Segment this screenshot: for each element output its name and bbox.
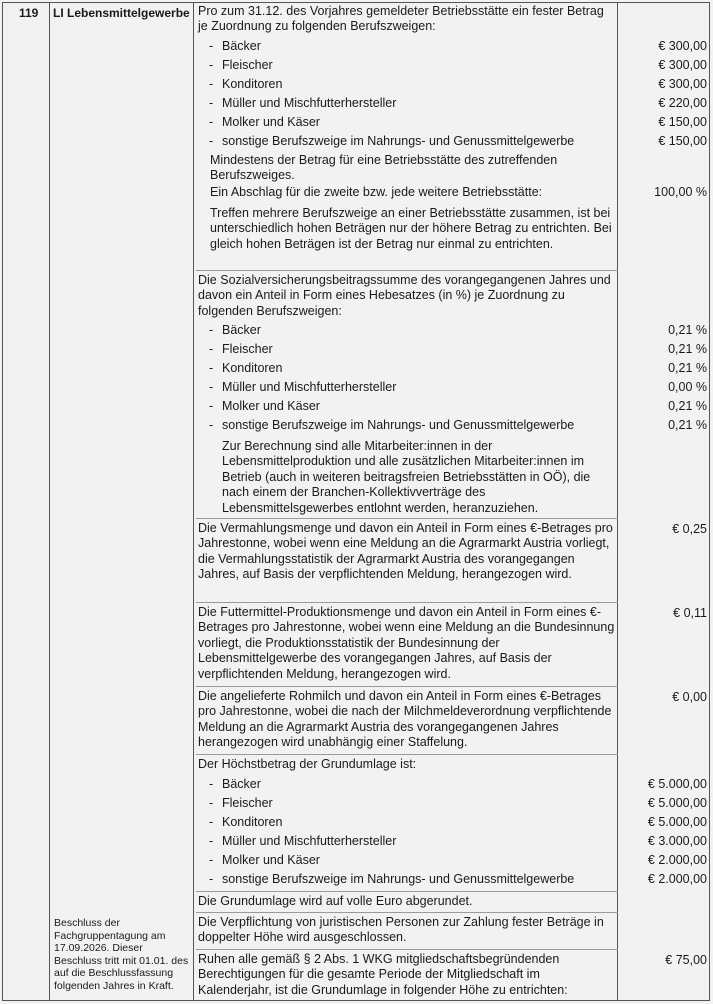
max-item-other: - sonstige Berufszweige im Nahrungs- und Genussmittelgewerbe [209, 872, 575, 886]
milling-text: Die Vermahlungsmenge und davon ein Anteil in Form eines €-Betrages pro Jahrestonne, wobei wenn eine Meldung an die Agrarmarkt Austria vorliegt, die Vermahlungsstatistik der Agrarmarkt Austria des vorangegangen Jahres, auf Basis der verpflichtenden Meldung, herangezogen wird. [198, 521, 613, 582]
section-divider [196, 949, 618, 950]
section-divider [196, 518, 618, 519]
section-divider [196, 602, 618, 603]
discount-value: 100,00 % [654, 185, 707, 199]
max-item-butcher: - Fleischer [209, 796, 273, 810]
rate-item-butcher: - Fleischer [209, 342, 273, 356]
maximum-intro: Der Höchstbetrag der Grundumlage ist: [198, 757, 417, 771]
fixed-value-miller: € 220,00 [658, 96, 707, 110]
max-value-other: € 2.000,00 [647, 872, 707, 886]
rate-item-other: - sonstige Berufszweige im Nahrungs- und Genussmittelgewerbe [209, 418, 575, 432]
fixed-value-dairy: € 150,00 [658, 115, 707, 129]
trade-group-name: LI Lebensmittelgewerbe [53, 6, 190, 20]
fixed-item-dairy: - Molker und Käser [209, 115, 320, 129]
max-item-dairy: - Molker und Käser [209, 853, 320, 867]
section-divider [196, 686, 618, 687]
section-divider [196, 270, 618, 271]
column-divider [617, 3, 618, 1000]
fixed-item-butcher: - Fleischer [209, 58, 273, 72]
raw-milk-text: Die angelieferte Rohmilch und davon ein Anteil in Form eines €-Betrages pro Jahrestonne, wobei die nach der Milchmeldeverordnung verpflichtende Meldung an die Agrarmarkt Austria des vorangegangenen Jahres herangezogen wird unabhängig einer Staffelung. [198, 689, 612, 750]
feed-value: € 0,11 [673, 606, 707, 620]
rate-value-confectioner: 0,21 % [668, 361, 707, 375]
column-divider [49, 3, 50, 1000]
max-value-confectioner: € 5.000,00 [647, 815, 707, 829]
rounding-text: Die Grundumlage wird auf volle Euro abgerundet. [198, 894, 473, 908]
fixed-item-miller: - Müller und Mischfutterhersteller [209, 96, 397, 110]
section-divider [196, 891, 618, 892]
resolution-note: Beschluss der Fachgruppentagung am 17.09.2026. Dieser Beschluss tritt mit 01.01. des auf die Beschlussfassung folgenden Jahres in Kraft. [54, 917, 189, 992]
max-value-baker: € 5.000,00 [647, 777, 707, 791]
milling-value: € 0,25 [672, 522, 707, 536]
rate-value-other: 0,21 % [668, 418, 707, 432]
max-item-confectioner: - Konditoren [209, 815, 283, 829]
max-item-baker: - Bäcker [209, 777, 261, 791]
fixed-item-confectioner: - Konditoren [209, 77, 283, 91]
fixed-value-confectioner: € 300,00 [658, 77, 707, 91]
fixed-value-baker: € 300,00 [658, 39, 707, 53]
dormant-text: Ruhen alle gemäß § 2 Abs. 1 WKG mitgliedschaftsbegründenden Berechtigungen für die gesamte Periode der Mitgliedschaft im Kalenderjahr, ist die Grundumlage in folgender Höhe zu entrichten: [198, 952, 568, 997]
discount-label: Ein Abschlag für die zweite bzw. jede weitere Betriebsstätte: [210, 185, 543, 199]
fixed-item-baker: - Bäcker [209, 39, 261, 53]
fixed-value-other: € 150,00 [658, 134, 707, 148]
max-item-miller: - Müller und Mischfutterhersteller [209, 834, 397, 848]
feed-text: Die Futtermittel-Produktionsmenge und davon ein Anteil in Form eines €-Betrages pro Jahrestonne, wobei wenn eine Meldung an die Bundesinnung vorliegt, die Produktionsstatistik der Bundesinnung der Lebensmittelgewerbe des vorangegangen Jahres, auf Basis der verpflichtenden Meldung, herangezogen wird. [198, 605, 615, 681]
rate-item-baker: - Bäcker [209, 323, 261, 337]
calculation-note: Zur Berechnung sind alle Mitarbeiter:innen in der Lebensmittelproduktion und alle zusätzlichen Mitarbeiter:innen im Betrieb (auch in weiteren beitragsfreien Betriebsstätten in OÖ), die nach einem der Branchen-Kollektivverträge des Lebensmittelsgewerbes entlohnt werden, heranzuziehen. [222, 439, 591, 515]
rate-value-baker: 0,21 % [668, 323, 707, 337]
legal-persons-text: Die Verpflichtung von juristischen Personen zur Zahlung fester Beträge in doppelter Höhe wird ausgeschlossen. [198, 915, 604, 945]
section-divider [196, 754, 618, 755]
max-value-dairy: € 2.000,00 [647, 853, 707, 867]
section-divider [196, 912, 618, 913]
column-divider [193, 3, 194, 1000]
max-value-butcher: € 5.000,00 [647, 796, 707, 810]
dormant-value: € 75,00 [665, 953, 707, 967]
multiple-trades-note: Treffen mehrere Berufszweige an einer Betriebsstätte zusammen, ist bei unterschiedlich hohen Beträgen nur der höhere Betrag zu entrichten. Bei gleich hohen Beträgen ist der Betrag nur einmal zu entrichten. [210, 206, 612, 251]
raw-milk-value: € 0,00 [672, 690, 707, 704]
rate-value-dairy: 0,21 % [668, 399, 707, 413]
rate-item-confectioner: - Konditoren [209, 361, 283, 375]
minimum-note: Mindestens der Betrag für eine Betriebsstätte des zutreffenden Berufszweiges. [210, 153, 558, 183]
fixed-value-butcher: € 300,00 [658, 58, 707, 72]
rate-value-butcher: 0,21 % [668, 342, 707, 356]
row-number: 119 [19, 6, 39, 20]
rate-item-dairy: - Molker und Käser [209, 399, 320, 413]
rate-value-miller: 0,00 % [668, 380, 707, 394]
fee-table [2, 2, 710, 1001]
max-value-miller: € 3.000,00 [647, 834, 707, 848]
rate-item-miller: - Müller und Mischfutterhersteller [209, 380, 397, 394]
fixed-amount-intro: Pro zum 31.12. des Vorjahres gemeldeter Betriebsstätte ein fester Betrag je Zuordnung zu folgenden Berufszweigen: [198, 4, 604, 34]
social-insurance-intro: Die Sozialversicherungsbeitragssumme des vorangegangenen Jahres und davon ein Anteil in Form eines Hebesatzes (in %) je Zuordnung zu folgenden Berufszweigen: [198, 273, 611, 318]
fixed-item-other: - sonstige Berufszweige im Nahrungs- und Genussmittelgewerbe [209, 134, 575, 148]
